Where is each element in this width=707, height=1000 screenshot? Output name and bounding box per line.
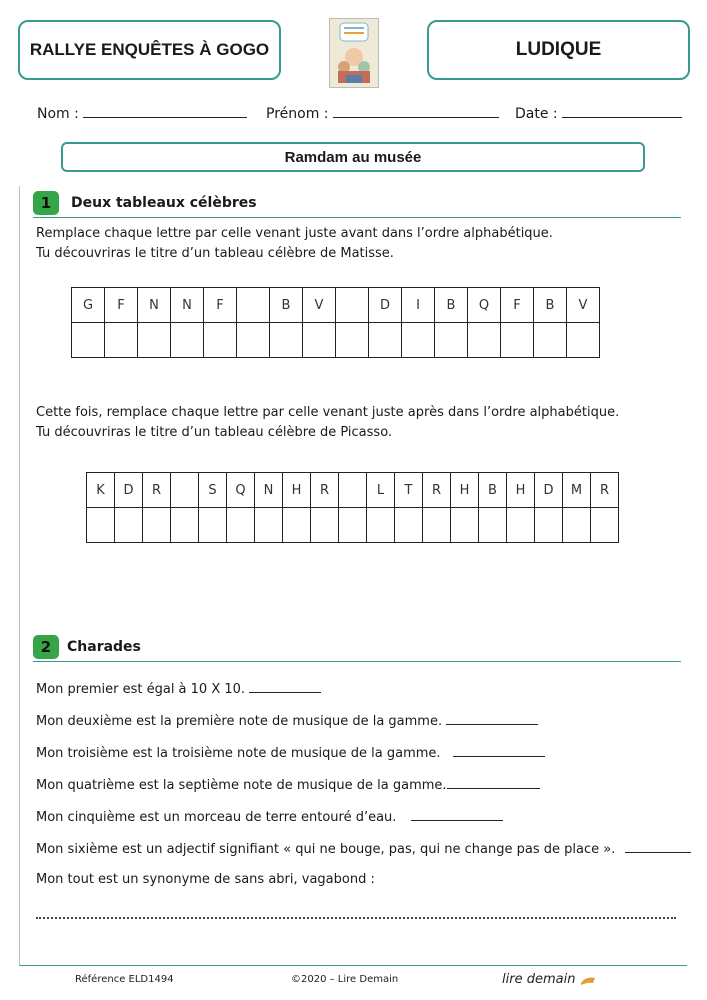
- grid-answer-cell[interactable]: [115, 508, 143, 543]
- name-field[interactable]: [37, 103, 247, 122]
- section-1-title: Deux tableaux célèbres: [71, 195, 257, 211]
- section-2-title: Charades: [67, 639, 141, 655]
- answer-line[interactable]: [411, 808, 503, 821]
- grid-answer-cell[interactable]: [507, 508, 535, 543]
- answer-line[interactable]: [249, 680, 321, 693]
- grid-answer-cell[interactable]: [451, 508, 479, 543]
- grid-letter-cell: [171, 473, 199, 508]
- name-line[interactable]: [83, 103, 247, 118]
- charade-line: Mon troisième est la troisième note de musique de la gamme.: [36, 744, 545, 761]
- charade-line: Mon premier est égal à 10 X 10.: [36, 680, 321, 697]
- grid-answer-cell[interactable]: [237, 323, 270, 358]
- grid-letter-cell: D: [535, 473, 563, 508]
- firstname-label: Prénom :: [266, 106, 329, 122]
- grid-letter-cell: Q: [468, 288, 501, 323]
- worksheet-title-box: [61, 142, 645, 172]
- grid-letter-cell: [336, 288, 369, 323]
- grid-letter-cell: D: [115, 473, 143, 508]
- grid-answer-cell[interactable]: [395, 508, 423, 543]
- grid-answer-cell[interactable]: [367, 508, 395, 543]
- grid-letter-cell: R: [423, 473, 451, 508]
- grid-answer-cell[interactable]: [270, 323, 303, 358]
- book-icon: [580, 974, 596, 986]
- grid-letter-cell: B: [479, 473, 507, 508]
- grid-letter-cell: F: [105, 288, 138, 323]
- grid-letter-cell: M: [563, 473, 591, 508]
- grid-answer-cell[interactable]: [303, 323, 336, 358]
- grid-answer-cell[interactable]: [336, 323, 369, 358]
- header-left-title: RALLYE ENQUÊTES À GOGO: [29, 40, 270, 59]
- letter-grid-matisse: [71, 287, 600, 358]
- grid-answer-cell[interactable]: [138, 323, 171, 358]
- answer-line[interactable]: [447, 776, 540, 789]
- letter-grid-picasso: [86, 472, 619, 543]
- grid-letter-cell: N: [255, 473, 283, 508]
- grid-letter-cell: D: [369, 288, 402, 323]
- grid-letter-cell: G: [72, 288, 105, 323]
- margin-rule: [19, 186, 20, 966]
- grid-answer-cell[interactable]: [255, 508, 283, 543]
- grid-answer-cell[interactable]: [143, 508, 171, 543]
- firstname-line[interactable]: [333, 103, 499, 118]
- grid-letter-cell: [339, 473, 367, 508]
- section-1-instruction-1: Remplace chaque lettre par celle venant juste avant dans l’ordre alphabétique. Tu découvriras le titre d’un tableau célèbre de Matisse.: [36, 226, 553, 261]
- grid-answer-cell[interactable]: [591, 508, 619, 543]
- grid-letter-cell: V: [303, 288, 336, 323]
- date-line[interactable]: [562, 103, 682, 118]
- final-answer-dotted-line[interactable]: [36, 903, 676, 919]
- grid-letter-cell: Q: [227, 473, 255, 508]
- grid-answer-cell[interactable]: [535, 508, 563, 543]
- grid-answer-cell[interactable]: [402, 323, 435, 358]
- brand-logo: [502, 972, 596, 987]
- grid-letter-cell: K: [87, 473, 115, 508]
- grid-answer-cell[interactable]: [339, 508, 367, 543]
- grid-answer-cell[interactable]: [105, 323, 138, 358]
- grid-letter-cell: R: [143, 473, 171, 508]
- footer-reference: Référence ELD1494: [75, 974, 174, 985]
- grid-letter-cell: I: [402, 288, 435, 323]
- answer-line[interactable]: [446, 712, 538, 725]
- grid-letter-cell: F: [204, 288, 237, 323]
- grid-answer-cell[interactable]: [72, 323, 105, 358]
- answer-line[interactable]: [453, 744, 545, 757]
- brand-name: lire demain: [502, 972, 576, 987]
- grid-letter-cell: N: [171, 288, 204, 323]
- grid-letter-cell: T: [395, 473, 423, 508]
- grid-letter-cell: B: [270, 288, 303, 323]
- grid-answer-cell[interactable]: [534, 323, 567, 358]
- grid-letter-cell: S: [199, 473, 227, 508]
- grid-letter-cell: H: [283, 473, 311, 508]
- grid-answer-cell[interactable]: [171, 508, 199, 543]
- charade-line: Mon deuxième est la première note de musique de la gamme.: [36, 712, 538, 729]
- grid-answer-cell[interactable]: [563, 508, 591, 543]
- grid-letter-cell: B: [435, 288, 468, 323]
- grid-letter-cell: V: [567, 288, 600, 323]
- charade-line: Mon cinquième est un morceau de terre entouré d’eau.: [36, 808, 503, 825]
- grid-letter-cell: H: [451, 473, 479, 508]
- date-label: Date :: [515, 106, 558, 122]
- grid-answer-cell[interactable]: [435, 323, 468, 358]
- section-1-badge: 1: [33, 191, 59, 215]
- grid-letter-cell: R: [311, 473, 339, 508]
- grid-letter-cell: B: [534, 288, 567, 323]
- book-cover-image: [329, 18, 379, 88]
- grid-letter-cell: F: [501, 288, 534, 323]
- grid-letter-cell: H: [507, 473, 535, 508]
- grid-answer-cell[interactable]: [567, 323, 600, 358]
- header-left-box: [18, 20, 281, 80]
- footer-copyright: ©2020 – Lire Demain: [291, 974, 399, 985]
- grid-answer-cell[interactable]: [227, 508, 255, 543]
- firstname-field[interactable]: [266, 103, 499, 122]
- grid-letter-cell: N: [138, 288, 171, 323]
- grid-answer-cell[interactable]: [283, 508, 311, 543]
- section-1-instruction-2: Cette fois, remplace chaque lettre par celle venant juste après dans l’ordre alphabétique. Tu découvriras le titre d’un tableau célèbre de Picasso.: [36, 405, 620, 440]
- name-label: Nom :: [37, 106, 79, 122]
- grid-letter-cell: R: [591, 473, 619, 508]
- grid-answer-cell[interactable]: [369, 323, 402, 358]
- grid-answer-cell[interactable]: [423, 508, 451, 543]
- section-2-badge: 2: [33, 635, 59, 659]
- charade-line: Mon sixième est un adjectif signifiant « qui ne bouge, pas, qui ne change pas de place ».: [36, 840, 691, 857]
- grid-answer-cell[interactable]: [479, 508, 507, 543]
- section-2-header: [33, 635, 681, 662]
- grid-letter-cell: L: [367, 473, 395, 508]
- charade-line: Mon tout est un synonyme de sans abri, vagabond :: [36, 872, 375, 887]
- grid-answer-cell[interactable]: [468, 323, 501, 358]
- header-right-title: LUDIQUE: [515, 39, 602, 60]
- grid-answer-cell[interactable]: [87, 508, 115, 543]
- grid-answer-cell[interactable]: [204, 323, 237, 358]
- grid-letter-cell: [237, 288, 270, 323]
- grid-answer-cell[interactable]: [501, 323, 534, 358]
- grid-answer-cell[interactable]: [311, 508, 339, 543]
- charade-line: Mon quatrième est la septième note de musique de la gamme.: [36, 776, 540, 793]
- header-right-box: [427, 20, 690, 80]
- date-field[interactable]: [515, 103, 682, 122]
- answer-line[interactable]: [625, 840, 691, 853]
- footer-rule: [19, 965, 687, 966]
- section-1-header: [33, 191, 681, 218]
- grid-answer-cell[interactable]: [171, 323, 204, 358]
- worksheet-title: Ramdam au musée: [284, 148, 422, 166]
- grid-answer-cell[interactable]: [199, 508, 227, 543]
